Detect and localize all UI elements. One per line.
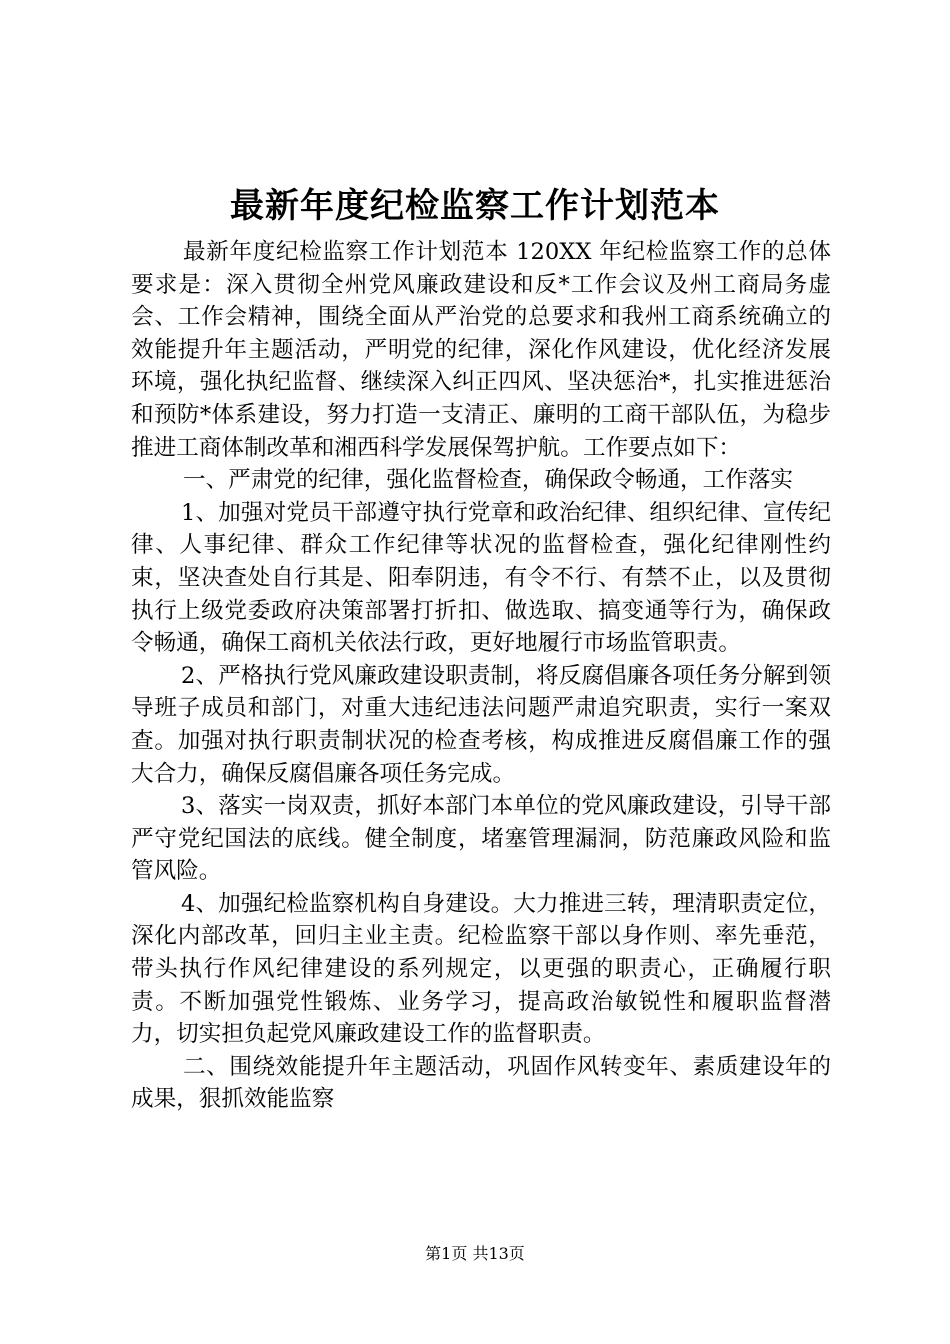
intro-paragraph: 最新年度纪检监察工作计划范本 120XX 年纪检监察工作的总体要求是：深入贯彻全州党风廉政建设和反*工作会议及州工商局务虚会、工作会精神，围绕全面从严治党的总要求和我州工商系统确立的效能提升年主题活动，严明党的纪律，深化作风建设，优化经济发展环境，强化执纪监督、继续深入纠正四风、坚决惩治*，扎实推进惩治和预防*体系建设，努力打造一支清正、廉明的工商干部队伍，为稳步推进工商体制改革和湘西科学发展保驾护航。工作要点如下： bbox=[131, 239, 831, 461]
section-heading-2: 二、围绕效能提升年主题活动，巩固作风转变年、素质建设年的成果，狠抓效能监察 bbox=[131, 1053, 831, 1113]
section-heading-1: 一、严肃党的纪律，强化监督检查，确保政令畅通，工作落实 bbox=[183, 467, 794, 494]
list-item-1: 1、加强对党员干部遵守执行党章和政治纪律、组织纪律、宣传纪律、人事纪律、群众工作纪律等状况的监督检查，强化纪律刚性约束，坚决查处自行其是、阳奉阴违，有令不行、有禁不止，以及贯彻执行上级党委政府决策部署打折扣、做选取、搞变通等行为，确保政令畅通，确保工商机关依法行政，更好地履行市场监管职责。 bbox=[131, 499, 831, 657]
document-body bbox=[131, 236, 831, 1116]
page-footer: 第1页 共13页 bbox=[425, 1244, 525, 1263]
list-item-2: 2、严格执行党风廉政建设职责制，将反腐倡廉各项任务分解到领导班子成员和部门，对重大违纪违法问题严肃追究职责，实行一案双查。加强对执行职责制状况的检查考核，构成推进反腐倡廉工作的强大合力，确保反腐倡廉各项任务完成。 bbox=[131, 662, 831, 787]
document-title: 最新年度纪检监察工作计划范本 bbox=[230, 186, 720, 226]
list-item-4: 4、加强纪检监察机构自身建设。大力推进三转，理清职责定位，深化内部改革，回归主业主责。纪检监察干部以身作则、率先垂范，带头执行作风纪律建设的系列规定，以更强的职责心，正确履行职责。不断加强党性锻炼、业务学习，提高政治敏锐性和履职监督潜力，切实担负起党风廉政建设工作的监督职责。 bbox=[131, 890, 831, 1048]
list-item-3: 3、落实一岗双责，抓好本部门本单位的党风廉政建设，引导干部严守党纪国法的底线。健全制度，堵塞管理漏洞，防范廉政风险和监管风险。 bbox=[131, 793, 831, 885]
